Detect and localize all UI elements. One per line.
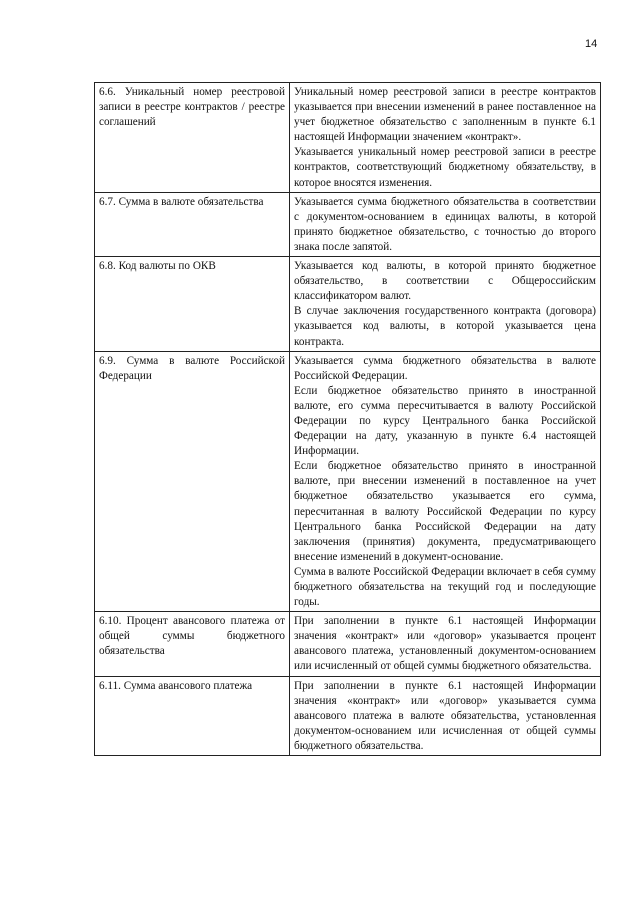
table-row bbox=[95, 192, 601, 256]
instructions-table bbox=[94, 82, 601, 756]
field-description-cell bbox=[290, 612, 601, 676]
description-paragraph: В случае заключения государственного контракта (договора) указывается код валюты, в которой указывается цена контракта. bbox=[294, 305, 596, 348]
table-row bbox=[95, 83, 601, 193]
field-name-cell bbox=[95, 192, 290, 256]
table-row bbox=[95, 676, 601, 755]
field-name: 6.9. Сумма в валюте Российской Федерации bbox=[99, 354, 285, 382]
field-name: 6.7. Сумма в валюте обязательства bbox=[99, 195, 264, 208]
field-description-cell bbox=[290, 192, 601, 256]
table-row bbox=[95, 257, 601, 352]
description-paragraph: Указывается уникальный номер реестровой записи в реестре контрактов, соответствующий бюджетному обязательству, в которое вносятся изменения. bbox=[294, 146, 596, 189]
field-description-cell bbox=[290, 676, 601, 755]
description-paragraph: При заполнении в пункте 6.1 настоящей Информации значения «контракт» или «договор» указывается сумма авансового платежа в валюте обязательства, установленная документом-основанием или исчисленная от общей суммы бюджетного обязательства. bbox=[294, 679, 596, 752]
description-paragraph: Указывается сумма бюджетного обязательства в соответствии с документом-основанием в единицах валюты, в которой принято бюджетное обязательство, с точностью до второго знака после запятой. bbox=[294, 195, 596, 253]
table-row bbox=[95, 351, 601, 612]
table-row bbox=[95, 612, 601, 676]
field-name: 6.8. Код валюты по ОКВ bbox=[99, 260, 216, 273]
field-name-cell bbox=[95, 351, 290, 612]
field-name-cell bbox=[95, 83, 290, 193]
description-paragraph: При заполнении в пункте 6.1 настоящей Информации значения «контракт» или «договор» указывается процент авансового платежа, установленный документом-основанием или исчисленный от общей суммы бюджетного обязательства. bbox=[294, 615, 596, 673]
description-paragraph: Указывается сумма бюджетного обязательства в валюте Российской Федерации. bbox=[294, 354, 596, 382]
field-name-cell bbox=[95, 612, 290, 676]
field-name: 6.6. Уникальный номер реестровой записи в реестре контрактов / реестре соглашений bbox=[99, 86, 285, 129]
page-number: 14 bbox=[585, 38, 598, 50]
description-paragraph: Если бюджетное обязательство принято в иностранной валюте, при внесении изменений в поставленное на учет бюджетное обязательство указывается его сумма, пересчитанная в валюту Российской Федерации по курсу Центрального банка Российской Федерации на дату заключения (принятия) документа, предусматривающего внесение изменений в документ-основание. bbox=[294, 460, 596, 563]
field-name-cell bbox=[95, 257, 290, 352]
description-paragraph: Если бюджетное обязательство принято в иностранной валюте, его сумма пересчитывается в валюту Российской Федерации по курсу Центрального банка Российской Федерации на дату, указанную в пункте 6.4 настоящей Информации. bbox=[294, 384, 596, 458]
field-name-cell bbox=[95, 676, 290, 755]
description-paragraph: Указывается код валюты, в которой принято бюджетное обязательство, в соответствии с Общероссийским классификатором валют. bbox=[294, 260, 596, 303]
field-description-cell bbox=[290, 257, 601, 352]
field-description-cell bbox=[290, 351, 601, 612]
description-paragraph: Сумма в валюте Российской Федерации включает в себя сумму бюджетного обязательства на текущий год и последующие годы. bbox=[294, 565, 596, 609]
description-paragraph: Уникальный номер реестровой записи в реестре контрактов указывается при внесении изменений в ранее поставленное на учет бюджетное обязательство с заполненным в пункте 6.1 настоящей Информации значением «контракт». bbox=[294, 86, 596, 144]
field-name: 6.10. Процент авансового платежа от общей суммы бюджетного обязательства bbox=[99, 615, 285, 658]
field-name: 6.11. Сумма авансового платежа bbox=[99, 679, 253, 692]
field-description-cell bbox=[290, 83, 601, 193]
